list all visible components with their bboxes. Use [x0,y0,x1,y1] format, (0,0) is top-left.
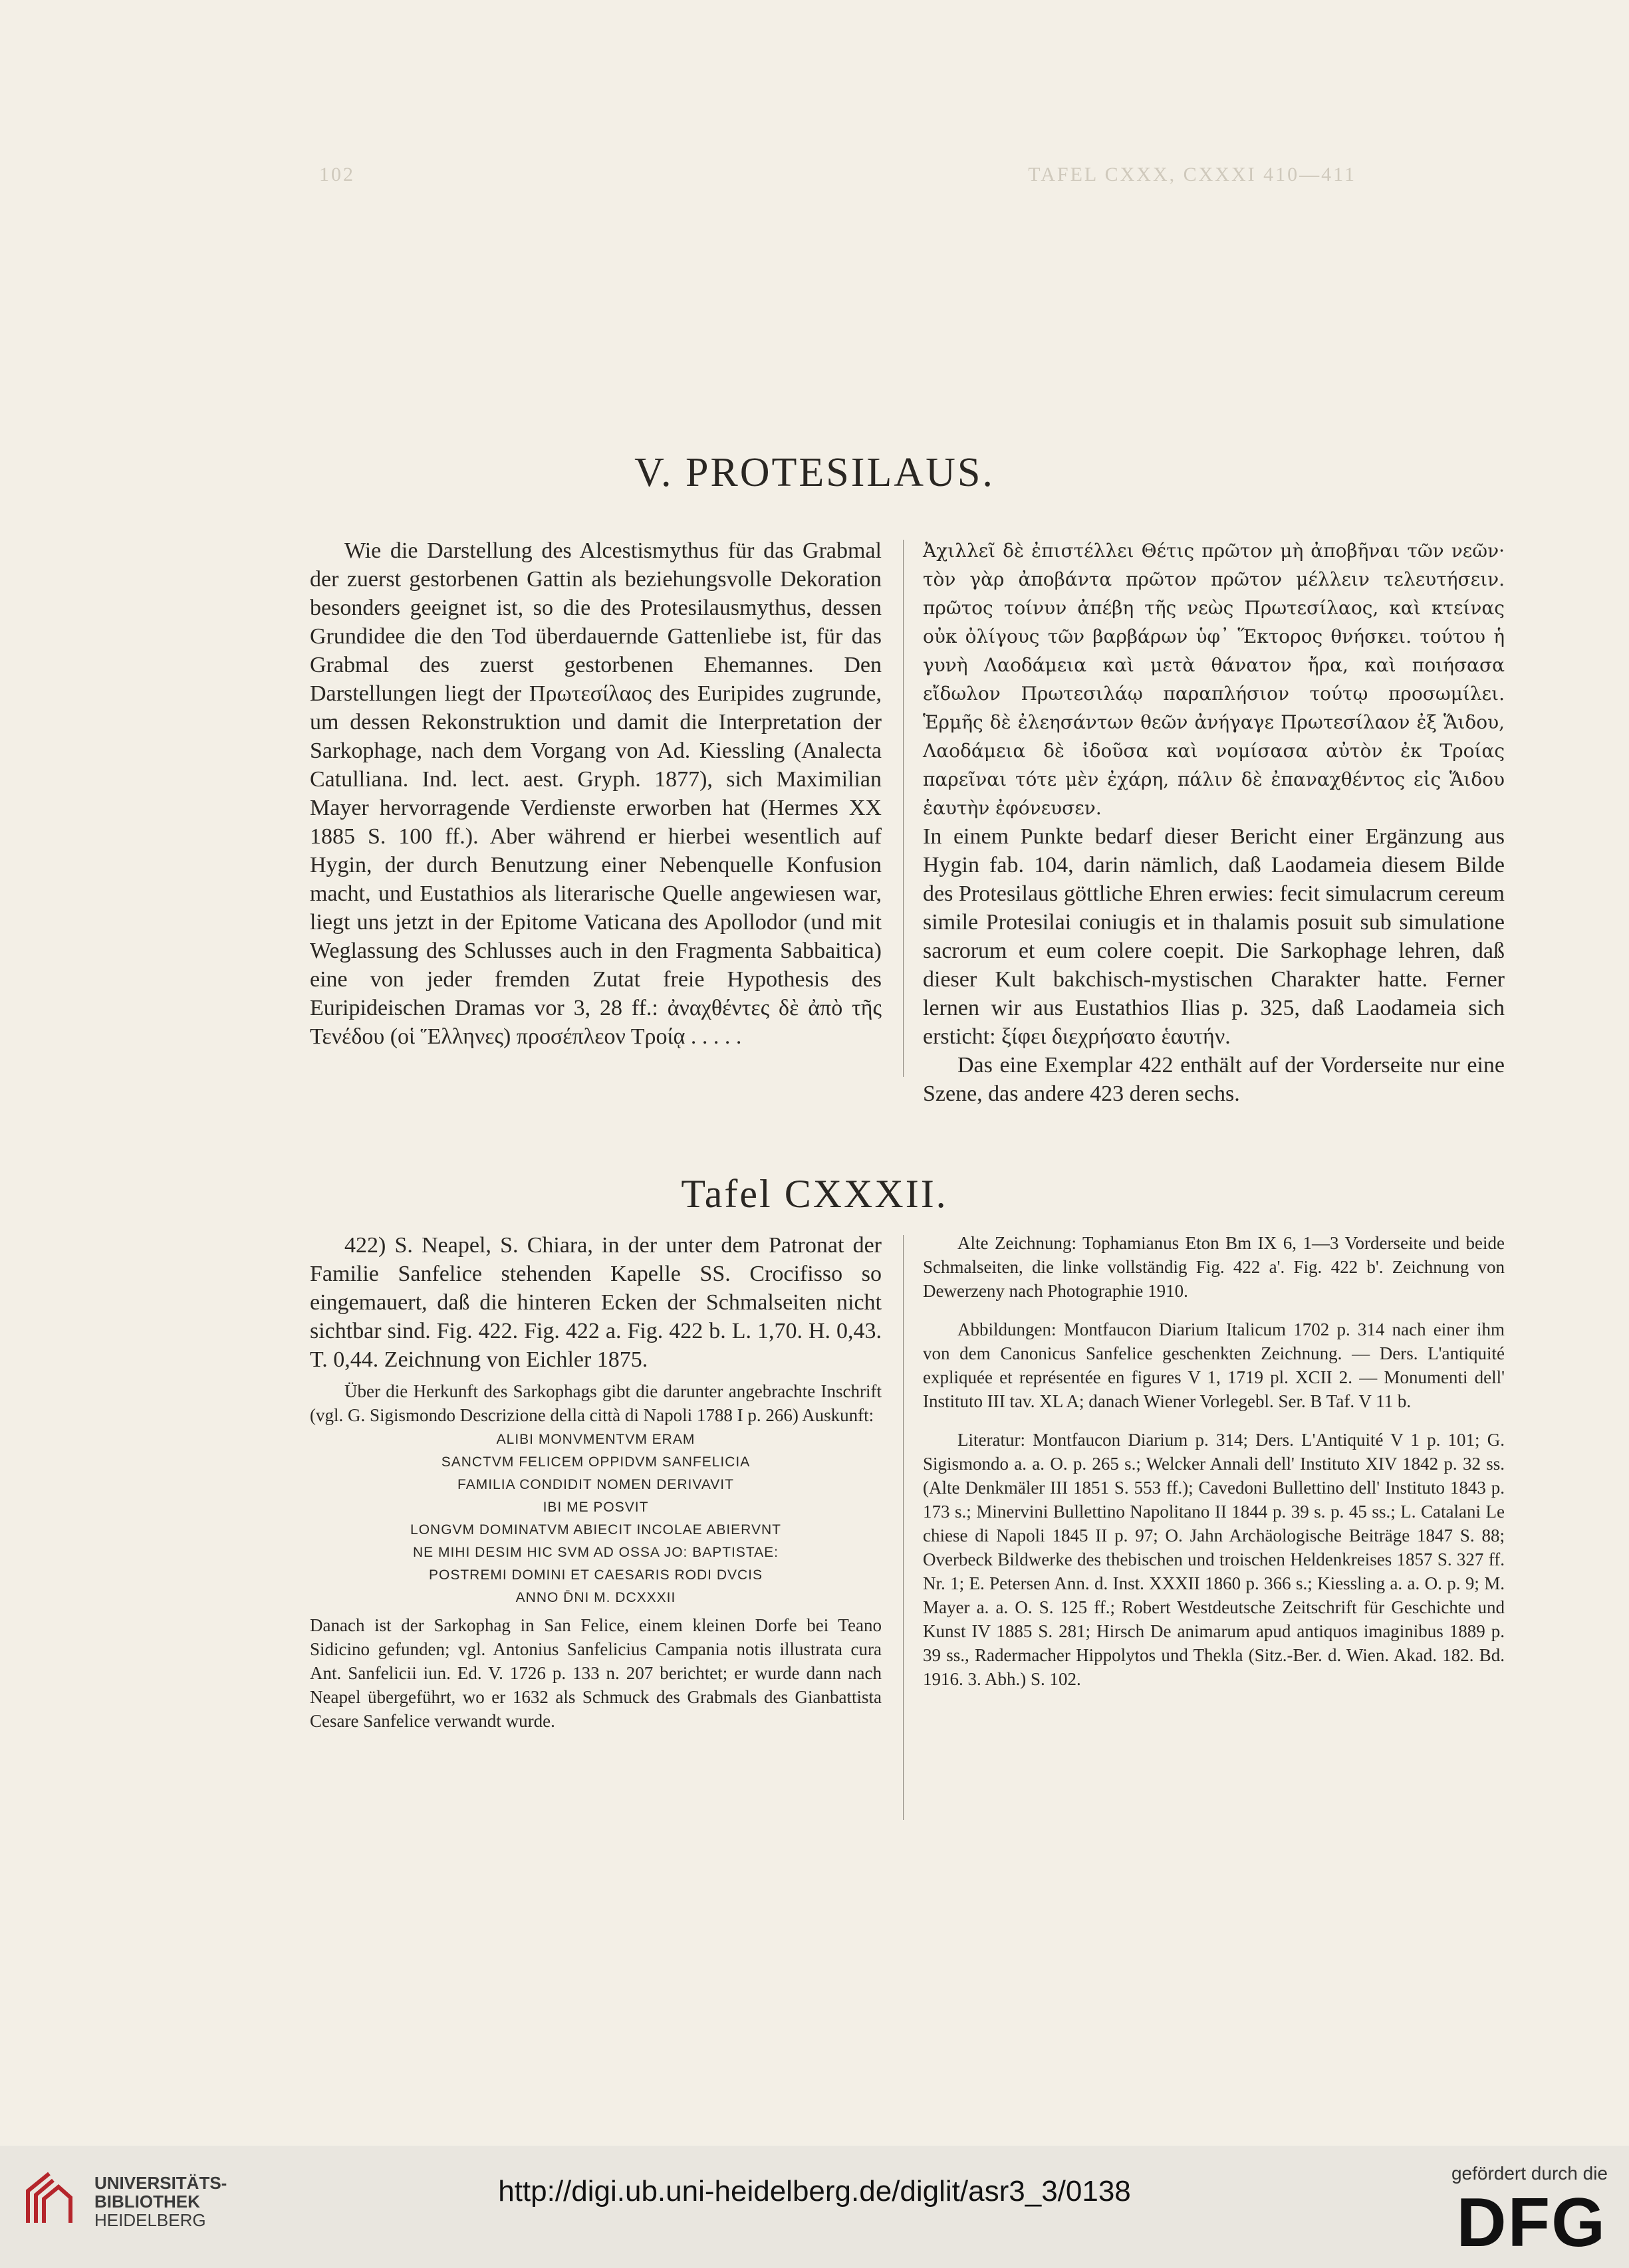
section2-right-column [923,1231,1505,1691]
provenance-paragraph: Danach ist der Sarkophag in San Felice, einem kleinen Dorfe bei Teano Sidicino gefunden; vgl. Antonius Sanfelicius Campania notis illustrata cura Ant. Sanfelicii iun. Ed. V. 1726 p. 133 n. 207 berichtet; er wurde dann nach Neapel übergeführt, wo er 1632 als Schmuck des Grabmals des Gianbattista Cesare Sanfelice verwandt wurde. [310,1615,882,1731]
entry-422-description: 422) S. Neapel, S. Chiara, in der unter dem Patronat der Familie Sanfelice stehenden Kapelle SS. Crocifisso so eingemauert, daß die hinteren Ecken der Schmalseiten nicht sichtbar sind. Fig. 422. Fig. 422 a. Fig. 422 b. L. 1,70. H. 0,43. T. 0,44. Zeichnung von Eichler 1875. [310,1233,882,1372]
library-name-line: HEIDELBERG [94,2210,206,2230]
inscription-intro: Über die Herkunft des Sarkophags gibt die darunter angebrachte Inschrift (vgl. G. Sigismondo Descrizione della città di Napoli 1788 I p. 266) Auskunft: [310,1381,882,1425]
inscription-line: ALIBI MONVMENTVM ERAM [496,1432,695,1447]
section1-left-column [310,536,882,1051]
library-name-line: BIBLIOTHEK [94,2192,200,2211]
running-head-page-number: 102 [319,164,355,185]
section1-left-paragraph: Wie die Darstellung des Alcestismythus für das Grabmal der zuerst gestorbenen Gattin als beziehungsvolle Dekoration besonders geeignet ist, so die des Protesilausmythus, dessen Grundidee die den Tod überdauernde Gattenliebe ist, für das Grabmal des zuerst gestorbenen Ehemannes. Den Darstellungen liegt der Πρωτεσίλαος des Euripides zugrunde, um dessen Rekonstruktion und damit die Interpretation der Sarkophage, nach dem Vorgang von Ad. Kiessling (Analecta Catulliana. Ind. lect. aest. Gryph. 1877), sich Maximilian Mayer hervorragende Verdienste erworben hat (Hermes XX 1885 S. 100 ff.). Aber während er hierbei wesentlich auf Hygin, der durch Benutzung einer Nebenquelle Konfusion macht, und Eustathios als literarische Quelle angewiesen war, liegt uns jetzt in der Epitome Vaticana des Apollodor (und mit Weglassung des Schlusses auch in den Fragmenta Sabbaitica) eine von jeder fremden Zutat freie Hypothesis des Euripideischen Dramas vor 3, 28 ff.: ἀναχθέντες δὲ ἀπὸ τῆς Τενέδου (οἱ Ἕλληνες) προσέπλεον Τροίᾳ . . . . . [310,538,882,1049]
section-title-protesilaus: V. PROTESILAUS. [634,450,995,495]
inscription-line: ANNO D̄NI M. DCXXXII [515,1590,676,1605]
old-drawing-paragraph: Alte Zeichnung: Tophamianus Eton Bm IX 6, 1—3 Vorderseite und beide Schmalseiten, die linke vollständig Fig. 422 a'. Fig. 422 b'. Zeichnung von Dewerzeny nach Photographie 1910. [923,1233,1505,1301]
library-name-line: UNIVERSITÄTS- [94,2173,227,2193]
greek-quotation: Ἀχιλλεῖ δὲ ἐπιστέλλει Θέτις πρῶτον μὴ ἀποβῆναι τῶν νεῶν· τὸν γὰρ ἀποβάντα πρῶτον πρῶτον μέλλειν τελευτήσειν. πρῶτος τοίνυν ἀπέβη τῆς νεὼς Πρωτεσίλαος, καὶ κτείνας οὐκ ὀλίγους τῶν βαρβάρων ὑφ᾽ Ἕκτορος θνήσκει. τούτου ἡ γυνὴ Λαοδάμεια καὶ μετὰ θάνατον ἤρα, καὶ ποιήσασα εἴδωλον Πρωτεσιλάῳ παραπλήσιον τούτῳ προσωμίλει. Ἑρμῆς δὲ ἐλεησάντων θεῶν ἀνήγαγε Πρωτεσίλαον ἐξ Ἅιδου, Λαοδάμεια δὲ ἰδοῦσα καὶ νομίσασα αὐτὸν ἐκ Τροίας παρεῖναι τότε μὲν ἐχάρη, πάλιν δὲ ἐπαναχθέντος εἰς Ἅιδου ἑαυτὴν ἐφόνευσεν. [923,540,1505,819]
section1-right-paragraph-2: Das eine Exemplar 422 enthält auf der Vorderseite nur eine Szene, das andere 423 deren sechs. [923,1053,1505,1106]
dfg-logo[interactable]: DFG [1456,2184,1606,2261]
column-divider-2 [903,1235,904,1820]
funding-label: gefördert durch die [1451,2163,1608,2184]
running-head [319,164,1356,190]
inscription-line: LONGVM DOMINATVM ABIECIT INCOLAE ABIERVNT [410,1522,781,1537]
inscription-line: IBI ME POSVIT [543,1500,649,1515]
inscription-line: SANCTVM FELICEM OPPIDVM SANFELICIA [441,1454,751,1470]
inscription-line: NE MIHI DESIM HIC SVM AD OSSA JO: BAPTISTAE: [412,1545,779,1560]
permalink-url[interactable]: http://digi.ub.uni-heidelberg.de/diglit/asr3_3/0138 [498,2175,1131,2208]
section1-right-column [923,536,1505,1108]
section-title-tafel: Tafel CXXXII. [681,1172,948,1216]
running-head-title: TAFEL CXXX, CXXXI 410—411 [1028,164,1356,185]
inscription-line: FAMILIA CONDIDIT NOMEN DERIVAVIT [457,1477,734,1492]
section1-right-paragraph-1: In einem Punkte bedarf dieser Bericht einer Ergänzung aus Hygin fab. 104, darin nämlich, daß Laodameia diesem Bilde des Protesilaus göttliche Ehren erwies: fecit simulacrum cereum simile Protesilai coniugis et in thalamis posuit sub simulatione sacrorum et eum colere coepit. Die Sarkophage lehren, daß dieser Kult bakchisch-mystischen Charakter hatte. Ferner lernen wir aus Eustathios Ilias p. 325, daß Laodameia sich ersticht: ξίφει διεχρήσατο ἑαυτήν. [923,824,1505,1049]
section2-left-column [310,1231,882,1733]
illustrations-paragraph: Abbildungen: Montfaucon Diarium Italicum 1702 p. 314 nach einer ihm von dem Canonicus Sanfelice geschenkten Zeichnung. — Ders. L'antiquité expliquée et représentée en figures V 1, 1719 pl. XCII 2. — Monumenti dell' Instituto III tav. XL A; danach Wiener Vorlegebl. Ser. B Taf. V 11 b. [923,1319,1505,1411]
column-divider-1 [903,540,904,1077]
latin-inscription [310,1428,882,1609]
literature-paragraph: Literatur: Montfaucon Diarium p. 314; Ders. L'Antiquité V 1 p. 101; G. Sigismondo a. a. O. p. 265 s.; Welcker Annali dell' Instituto XIV 1842 p. 32 ss. (Alte Denkmäler III 1851 S. 553 ff.); Cavedoni Bullettino dell' Instituto 1843 p. 173 s.; Minervini Bullettino Napolitano II 1844 p. 39 s. p. 45 ss.; L. Catalani Le chiese di Napoli 1845 II p. 97; O. Jahn Archäologische Beiträge 1847 S. 88; Overbeck Bildwerke des thebischen und troischen Heldenkreises 1857 S. 327 ff. Nr. 1; E. Petersen Ann. d. Inst. XXXII 1860 p. 366 s.; Kiessling a. a. O. p. 9; M. Mayer a. a. O. S. 125 ff.; Robert Westdeutsche Zeitschrift für Geschichte und Kunst IV 1885 S. 281; Hirsch De animarum apud antiquos imaginibus 1889 p. 39 ss., Radermacher Hippolytos und Thekla (Sitz.-Ber. d. Wien. Akad. 182. Bd. 1916. 3. Abh.) S. 102. [923,1430,1505,1689]
inscription-line: POSTREMI DOMINI ET CAESARIS RODI DVCIS [428,1567,763,1583]
